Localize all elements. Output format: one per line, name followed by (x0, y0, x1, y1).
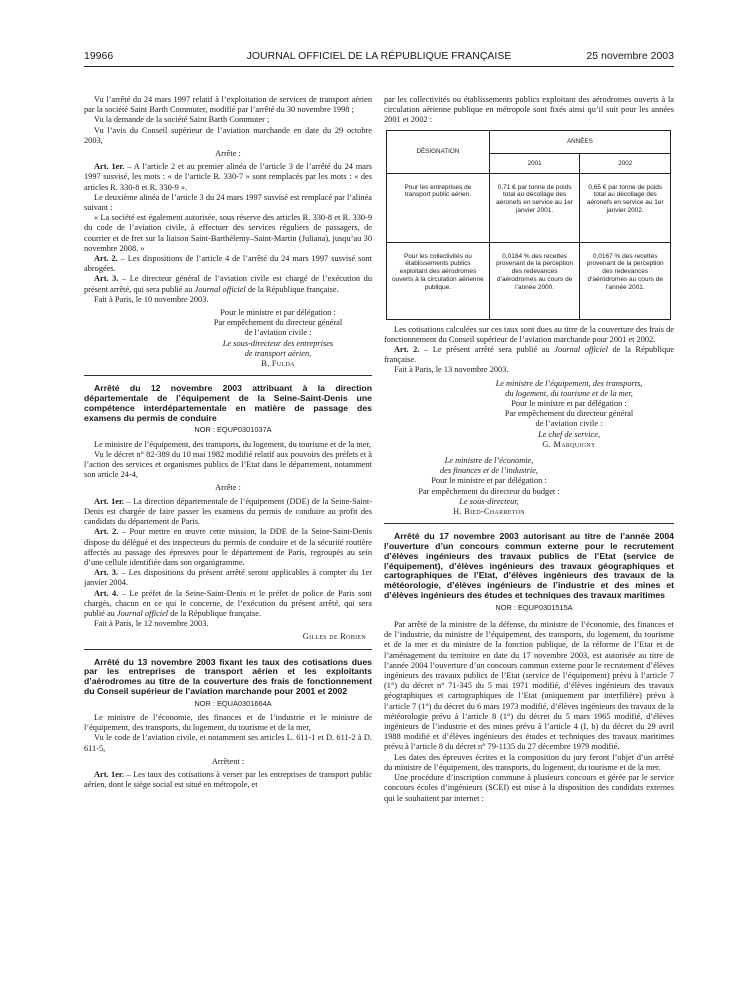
table-header-designation: DÉSIGNATION (387, 130, 490, 173)
done-at: Fait à Paris, le 12 novembre 2003. (94, 619, 209, 629)
table-cell: Pour les entreprises de transport public aérien. (387, 173, 490, 242)
signatory-name: G. Marquigny (542, 439, 596, 449)
table-header-2001: 2001 (489, 154, 580, 173)
table-header-2002: 2002 (580, 154, 671, 173)
table-header-years: ANNÉES (489, 130, 670, 154)
signature-line: du logement, du tourisme et de la mer, (505, 388, 633, 398)
table-cell: Pour les collectivités ou établissements publics exploitant des aérodromes ouverts à la circulation aérienne publique. (387, 242, 490, 319)
article-4: Art. 4. – Le préfet de la Seine-Saint-Denis et le préfet de police de Paris sont chargés, chacun en ce qui le concerne, de l’exécution du présent arrêté, qui sera publié au Journal officiel de la République française. (84, 588, 373, 618)
article-1-quote: « La société est également autorisée, sous réserve des articles R. 330-8 et R. 330-9 du code de l’aviation civile, à effectuer des services réguliers de passagers, de courrier et de fret sur la liaison Saint-Barthélemy–Saint-Martin (Juliana), jusqu’au 30 novembre 2008. » (84, 213, 372, 253)
article-1: Art. 1er. – A l’article 2 et au premier alinéa de l’article 3 de l’arrêté du 24 mars 1997 susvisé, les mots : « de l’article R. 330-7 » sont remplacés par les mots : « des articles R. 330-8 et R. 330-9 ». (84, 162, 373, 192)
preamble: Le ministre de l’économie, des finances et de l’industrie et le ministre de l’équipement, des transports, du logement, du tourisme et de la mer, (84, 712, 372, 733)
contribution-rates-table (386, 130, 671, 320)
signature-line: Le ministre de l’équipement, des transports, (495, 378, 643, 388)
arrete-heading: Arrête : (215, 149, 241, 159)
signature-line: de l’aviation civile : (244, 328, 312, 338)
article-2: Art. 2. – Le présent arrêté sera publié au Journal officiel de la République française. (384, 345, 675, 365)
signatory-name: B. Fulda (261, 359, 295, 369)
article-2: Art. 2. – Pour mettre en œuvre cette mission, la DDE de la Seine-Saint-Denis dispose du délégué et des inspecteurs du permis de conduire et de la sécurité routière affectés au passage des épreuves pour le département de Paris, regroupés au sein d’une cellule identifiée dans son organigramme. (84, 527, 372, 567)
section-divider (384, 523, 674, 524)
visa: Vu le décret n° 82-389 du 10 mai 1982 modifié relatif aux pouvoirs des préfets et à l’action des services et organismes publics de l’Etat dans le département, notamment son article 24-4, (84, 449, 372, 480)
visa-1: Vu l’arrêté du 24 mars 1997 relatif à l’exploitation de services de transport aérien par la société Saint Barth Commuter, modifié par l’arrêté du 30 novembre 1998 ; (84, 95, 372, 115)
arrete-heading: Arrête : (215, 483, 241, 493)
nor-reference: NOR : EQUA0301664A (194, 698, 272, 708)
article-1-para-2: Le deuxième alinéa de l’article 3 du 24 mars 1997 susvisé est remplacé par l’alinéa suivant : (84, 192, 372, 213)
table-row (387, 173, 671, 242)
signatory-name: H. Bied-Charreton (453, 507, 525, 517)
section-divider (84, 649, 372, 650)
paragraph: Une procédure d’inscription commune à plusieurs concours et gérée par le service concours écoles d’ingénieurs (SCEI) est mise à la disposition des candidats externes qui le souhaitent par internet : (384, 773, 674, 803)
decree-title: Arrêté du 12 novembre 2003 attribuant à la direction départementale de l’équipement de la Seine-Saint-Denis une compétence interdépartementale en matière de passage des examens du permis de conduire (84, 383, 372, 423)
nor-reference: NOR : EQUP0301515A (495, 602, 573, 612)
decree-title: Arrêté du 13 novembre 2003 fixant les taux des cotisations dues par les entreprises de transport aérien et les exploitants d’aérodromes au titre de la couverture des frais de fonctionnement du Conseil supérieur de l’aviation marchande pour 2001 et 2002 (84, 656, 372, 696)
article-1: Art. 1er. – La direction départementale de l’équipement (DDE) de la Seine-Saint-Denis est chargée de faire passer les examens du permis de conduire au profit des candidats du département de Paris. (84, 496, 372, 527)
visa: Vu le code de l’aviation civile, et notamment ses articles L. 611-1 et D. 611-2 à D. 611-5, (84, 733, 372, 753)
section-divider (84, 375, 372, 376)
paragraph: Les cotisations calculées sur ces taux sont dues au titre de la couverture des frais de fonctionnement du Conseil supérieur de l’aviation marchande pour 2001 et 2002. (384, 324, 674, 344)
visa-3: Vu l’avis du Conseil supérieur de l’aviation marchande en date du 29 octobre 2003, (84, 125, 372, 145)
signature-line: Le ministre de l’économie, (444, 456, 534, 466)
signature-line: Pour le ministre et par délégation : (220, 308, 336, 318)
table-cell: 0,71 € par tonne de poids total au décollage des aéronefs en service au 1er janvier 2001. (489, 173, 580, 242)
header-rule (84, 66, 674, 67)
journal-title: JOURNAL OFFICIEL DE LA RÉPUBLIQUE FRANÇAISE (246, 50, 512, 62)
preamble: Le ministre de l’équipement, des transports, du logement, du tourisme et de la mer, (94, 439, 372, 449)
article-2: Art. 2. – Les dispositions de l’article 4 de l’arrêté du 24 mars 1997 susvisé sont abrogées. (84, 254, 373, 274)
article-1-continued: par les collectivités ou établissements publics exploitant des aérodromes ouverts à la circulation aérienne publique en métropole sont fixés ainsi qu’il suit pour les années 2001 et 2002 : (384, 95, 674, 125)
signatory-name: Gilles de Robien (302, 632, 366, 642)
table-cell: 0,65 € par tonne de poids total au décollage des aéronefs en service au 1er janvier 2002. (580, 173, 671, 242)
left-column (84, 95, 372, 790)
table-row (387, 242, 671, 319)
page-number: 19966 (84, 50, 114, 62)
signature-line: Le chef de service, (537, 429, 601, 439)
done-at: Fait à Paris, le 13 novembre 2003. (394, 365, 509, 375)
signature-line: de l’aviation civile : (535, 419, 603, 429)
signature-line: Par empêchement du directeur général (213, 318, 343, 328)
article-1: Art. 1er. – Les taux des cotisations à verser par les entreprises de transport public aérien, dont le siège social est situé en métropole, et (84, 769, 372, 790)
running-header (84, 50, 674, 66)
paragraph: Les dates des épreuves écrites et la composition du jury feront l’objet d’un arrêté du ministre de l’équipement, des transports, du logement, du tourisme et de la mer. (384, 752, 674, 772)
table-cell: 0,0167 % des recettes provenant de la perception des redevances d’aérodromes au cours de l’année 2001. (580, 242, 671, 319)
visa-2: Vu la demande de la société Saint Barth Commuter ; (94, 115, 270, 125)
right-column (384, 95, 674, 804)
decree-title: Arrêté du 17 novembre 2003 autorisant au titre de l’année 2004 l’ouverture d’un concours commun externe pour le recrutement d’élèves ingénieurs des travaux publics de l’Etat (service de l’équipement), d’élèves ingénieurs des travaux géographiques et cartographiques de l’Etat, d’élèves ingénieurs des travaux de la météorologie, d’élèves ingénieurs de l’industrie et des mines et d’élèves ingénieurs des études et techniques des travaux maritimes (384, 531, 674, 601)
issue-date: 25 novembre 2003 (586, 50, 674, 62)
signature-line: Le sous-directeur, (459, 496, 519, 506)
signature-line: Pour le ministre et par délégation : (511, 399, 627, 409)
paragraph: Par arrêté de la ministre de la défense, du ministre de l’économie, des finances et de l’industrie, du ministre de l’équipement, des transports, du logement, du tourisme et de la mer et du ministre de la fonction publique, de la réforme de l’Etat et de l’aménagement du territoire en date du 17 novembre 2003, est autorisée au titre de l’année 2004 l’ouverture d’un concours commun externe pour le recrutement d’élèves ingénieurs des travaux publics de l’Etat (service de l’équipement) prévu à l’article 7 (1°) du décret n° 71-345 du 5 mai 1971 modifié, d’élèves ingénieurs des travaux géographiques et cartographiques de l’Etat (uniquement par interfilière) prévu à l’article 7 (1°) du décret du 6 mars 1973 modifié, d’élèves ingénieurs des travaux de la météorologie prévu à l’article 8 (1°) du décret du 5 mars 1965 modifié, d’élèves ingénieurs de l’industrie et des mines prévu à l’article 4 (I, b) du décret du 29 avril 1988 modifié et d’élèves ingénieurs des études et techniques des travaux maritimes prévu à l’article 8 du décret n° 79-1135 du 27 décembre 1979 modifié. (384, 620, 674, 752)
article-3: Art. 3. – Les dispositions du présent arrêté seront applicables à compter du 1er janvier 2004. (84, 568, 372, 588)
nor-reference: NOR : EQUP0301037A (194, 425, 272, 435)
signature-line: de transport aérien, (244, 348, 312, 358)
done-at: Fait à Paris, le 10 novembre 2003. (94, 294, 209, 304)
arretent-heading: Arrêtent : (211, 756, 245, 766)
signature-line: Pour le ministre et par délégation : (431, 476, 547, 486)
table-cell: 0,0184 % des recettes provenant de la perception des redevances d’aérodromes au cours de l’année 2000. (489, 242, 580, 319)
signature-line: Par empêchement du directeur général (504, 409, 634, 419)
article-3: Art. 3. – Le directeur général de l’aviation civile est chargé de l’exécution du présent arrêté, qui sera publié au Journal officiel de la République française. (84, 274, 373, 294)
signature-line: Par empêchement du directeur du budget : (418, 486, 560, 496)
signature-line: des finances et de l’industrie, (439, 466, 539, 476)
signature-line: Le sous-directeur des entreprises (222, 338, 334, 348)
